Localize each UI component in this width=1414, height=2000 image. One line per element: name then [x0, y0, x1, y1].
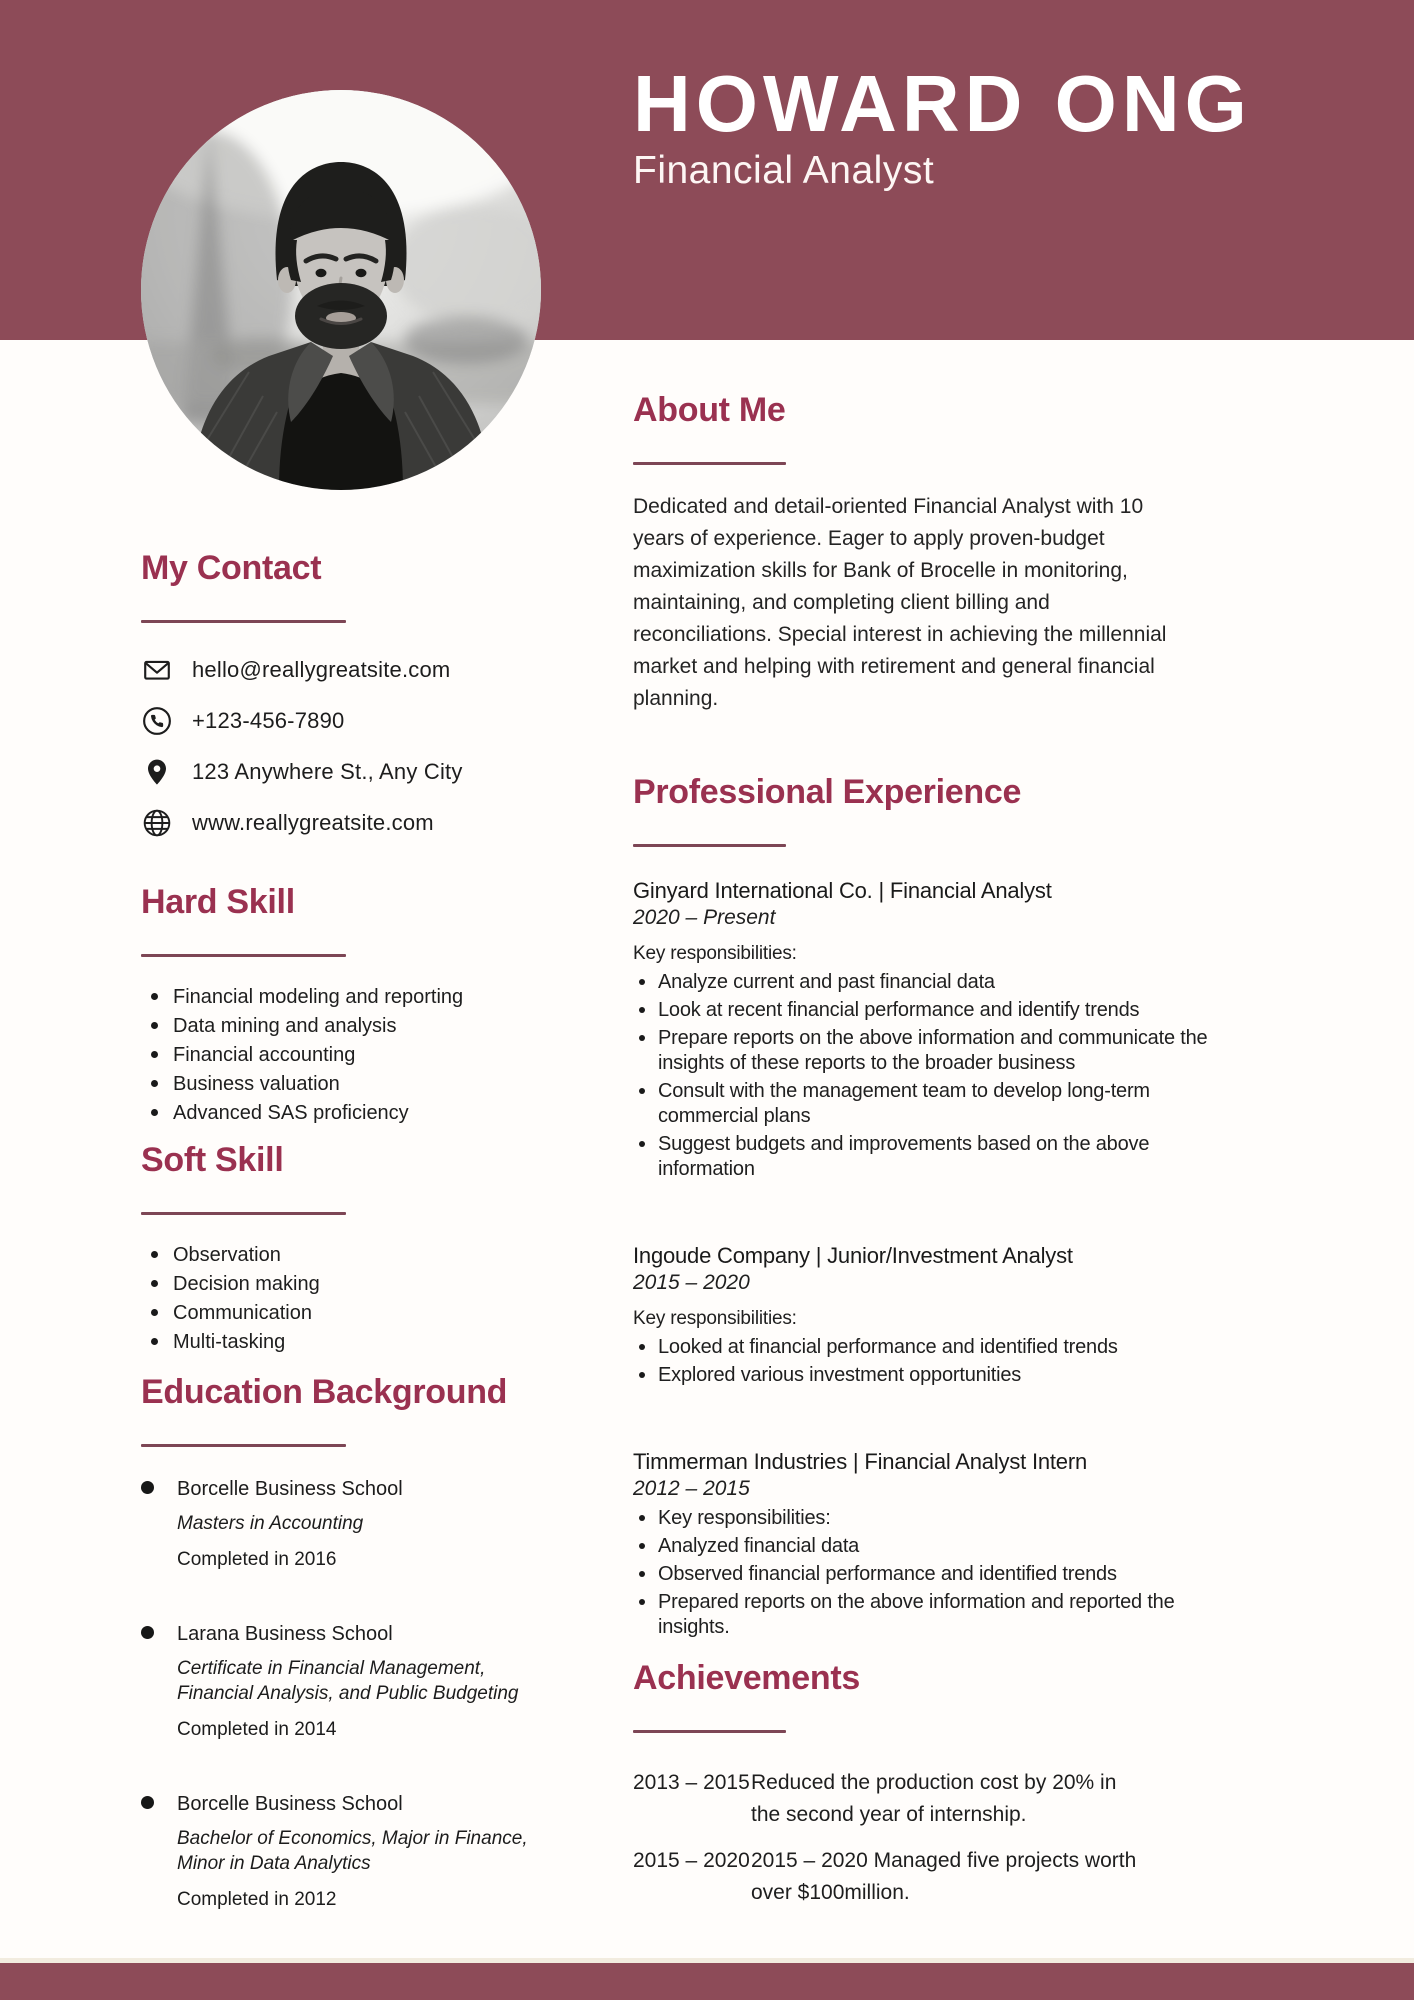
contact-rows: [141, 655, 463, 838]
job-entry: [633, 877, 1333, 1182]
section-experience: [633, 772, 1333, 1700]
achievement-row: [633, 1845, 1193, 1909]
contact-row-email: [141, 655, 463, 685]
education-completed: Completed in 2014: [177, 1719, 337, 1740]
education-school: Larana Business School: [177, 1623, 393, 1645]
section-soft-skill: [141, 1140, 541, 1359]
achievement-row: [633, 1767, 1193, 1831]
section-achievements: [633, 1658, 1193, 1923]
achievement-text: 2015 – 2020 Managed five projects worth over $100million.: [751, 1849, 1137, 1904]
contact-phone: +123-456-7890: [192, 708, 345, 733]
person-name: HOWARD ONG: [633, 59, 1252, 148]
job-period: 2012 – 2015: [633, 1477, 750, 1500]
job-title: Timmerman Industries | Financial Analyst Intern: [633, 1449, 1088, 1474]
list-item: Multi-tasking: [141, 1330, 541, 1354]
education-item: [141, 1622, 561, 1742]
education-item: [141, 1792, 561, 1912]
contact-email: hello@reallygreatsite.com: [192, 657, 451, 682]
contact-row-address: [141, 757, 463, 787]
education-heading: Education Background: [141, 1373, 508, 1411]
bullet-dot: [141, 1481, 154, 1494]
section-underline: [141, 620, 346, 623]
job-intro: Key responsibilities:: [633, 943, 797, 964]
job-entry: [633, 1448, 1333, 1640]
hard-skill-list: [141, 985, 541, 1125]
job-title: Ingoude Company | Junior/Investment Analyst: [633, 1243, 1073, 1268]
about-text: Dedicated and detail-oriented Financial Analyst with 10 years of experience. Eager to apply proven-budget maximization skills for Bank of Brocelle in monitoring, maintaining, and completing client billing and reconciliations. Special interest in achieving the millennial market and helping with retirement and general financial planning.: [633, 495, 1167, 710]
contact-address: 123 Anywhere St., Any City: [192, 759, 463, 784]
section-underline: [633, 1730, 786, 1733]
list-item: Explored various investment opportunities: [633, 1363, 1248, 1388]
list-item: Consult with the management team to develop long-term commercial plans: [633, 1079, 1248, 1129]
section-underline: [141, 954, 346, 957]
education-completed: Completed in 2012: [177, 1889, 337, 1910]
list-item: Looked at financial performance and identified trends: [633, 1335, 1248, 1360]
education-degree: Certificate in Financial Management, Financial Analysis, and Public Budgeting: [177, 1658, 519, 1704]
phone-icon: [141, 706, 173, 736]
section-underline: [633, 844, 786, 847]
list-item: Business valuation: [141, 1072, 541, 1096]
job-list: [633, 877, 1333, 1640]
achievement-text: Reduced the production cost by 20% in the second year of internship.: [751, 1771, 1117, 1826]
job-bullet-list: [633, 970, 1248, 1182]
job-title: Ginyard International Co. | Financial Analyst: [633, 878, 1052, 903]
list-item: Suggest budgets and improvements based on the above information: [633, 1132, 1248, 1182]
education-item: [141, 1477, 561, 1572]
achievement-list: [633, 1767, 1193, 1909]
section-contact: [141, 548, 463, 859]
bullet-dot: [141, 1626, 154, 1639]
about-heading: About Me: [633, 391, 786, 429]
education-list: [141, 1477, 561, 1912]
list-item: Decision making: [141, 1272, 541, 1296]
education-degree: Masters in Accounting: [177, 1513, 364, 1534]
list-item: Financial accounting: [141, 1043, 541, 1067]
list-item: Observed financial performance and identified trends: [633, 1562, 1248, 1587]
section-hard-skill: [141, 882, 541, 1130]
section-underline: [633, 462, 786, 465]
list-item: Prepared reports on the above information and reported the insights.: [633, 1590, 1248, 1640]
list-item: Data mining and analysis: [141, 1014, 541, 1038]
globe-icon: [141, 808, 173, 838]
section-underline: [141, 1212, 346, 1215]
footer-band: [0, 1963, 1414, 2000]
list-item: Advanced SAS proficiency: [141, 1101, 541, 1125]
list-item: Analyze current and past financial data: [633, 970, 1248, 995]
job-entry: [633, 1242, 1333, 1388]
list-item: Financial modeling and reporting: [141, 985, 541, 1009]
job-period: 2015 – 2020: [633, 1271, 750, 1294]
experience-heading: Professional Experience: [633, 773, 1022, 811]
contact-row-phone: [141, 706, 463, 736]
education-completed: Completed in 2016: [177, 1549, 337, 1570]
education-school: Borcelle Business School: [177, 1478, 403, 1500]
section-about: [633, 390, 1188, 715]
list-item: Key responsibilities:: [633, 1506, 1248, 1531]
section-underline: [141, 1444, 346, 1447]
soft-skill-list: [141, 1243, 541, 1354]
list-item: Prepare reports on the above information and communicate the insights of these reports to the broader business: [633, 1026, 1248, 1076]
job-period: 2020 – Present: [633, 906, 776, 929]
contact-row-website: [141, 808, 463, 838]
education-degree: Bachelor of Economics, Major in Finance, Minor in Data Analytics: [177, 1828, 528, 1874]
list-item: Analyzed financial data: [633, 1534, 1248, 1559]
person-job-title: Financial Analyst: [633, 149, 935, 192]
education-school: Borcelle Business School: [177, 1793, 403, 1815]
achievement-period: 2015 – 2020: [633, 1849, 750, 1872]
portrait-illustration: [141, 90, 541, 490]
job-bullet-list: [633, 1506, 1248, 1640]
achievement-period: 2013 – 2015: [633, 1771, 750, 1794]
contact-heading: My Contact: [141, 549, 322, 587]
achievements-heading: Achievements: [633, 1659, 860, 1697]
hard-skill-heading: Hard Skill: [141, 883, 295, 921]
location-pin-icon: [141, 757, 173, 787]
bullet-dot: [141, 1796, 154, 1809]
contact-website: www.reallygreatsite.com: [192, 810, 434, 835]
section-education: [141, 1372, 561, 1962]
envelope-icon: [141, 655, 173, 685]
job-intro: Key responsibilities:: [633, 1308, 797, 1329]
list-item: Observation: [141, 1243, 541, 1267]
list-item: Communication: [141, 1301, 541, 1325]
profile-photo: [141, 90, 541, 490]
job-bullet-list: [633, 1335, 1248, 1388]
list-item: Look at recent financial performance and identify trends: [633, 998, 1248, 1023]
soft-skill-heading: Soft Skill: [141, 1141, 284, 1179]
